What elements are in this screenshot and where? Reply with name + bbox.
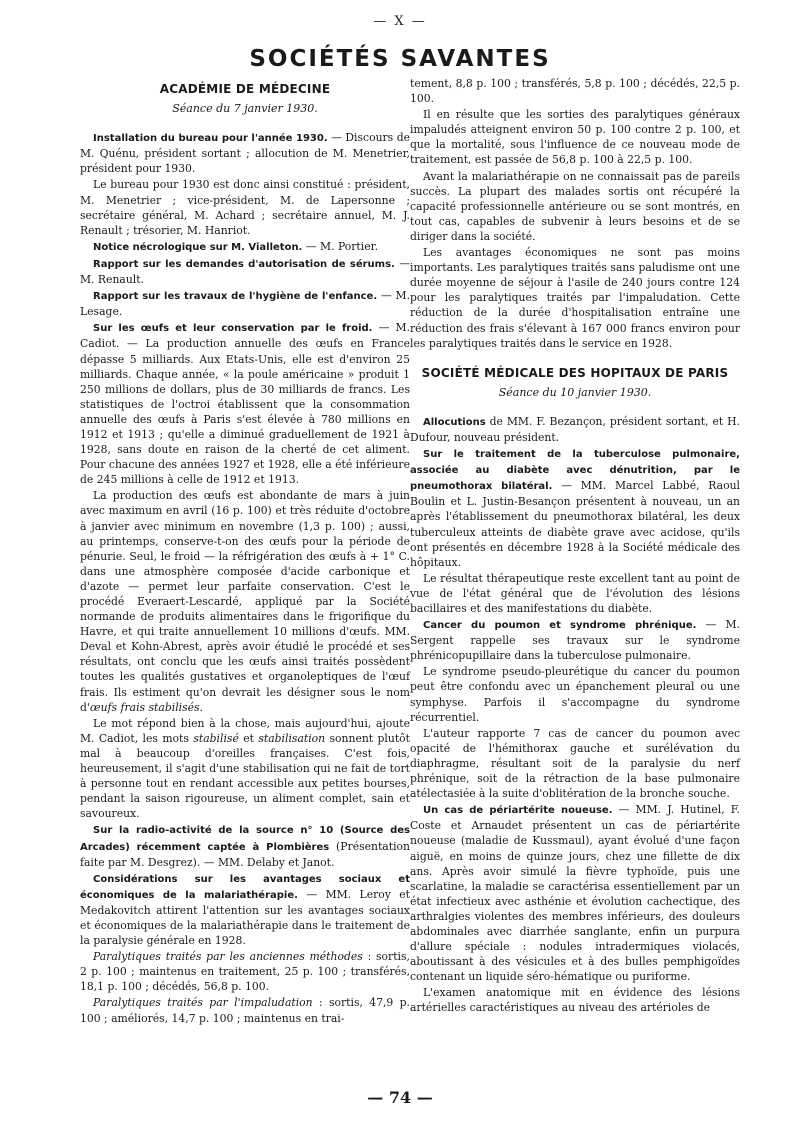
paragraph: Sur le traitement de la tuberculose pulmonaire, associée au diabète avec dénutrition, par le pneumothorax bilatéral. — MM. Marcel Labbé, Raoul Boulin et L. Justin-Besançon présentent à nouveau, un an après l'établissement du pneumothorax bilatéral, les deux tuberculeux atteints de diabète grave avec acidose, qu'ils ont présentés en décembre 1928 à la Société médicale des hôpitaux.	[410, 449, 740, 569]
paragraph: Sur la radio-activité de la source n° 10 (Source des Arcades) récemment captée à Plombières (Présentation faite par M. Desgrez). — MM. Delaby et Janot.	[80, 825, 410, 869]
page-number: — 74 —	[367, 1088, 433, 1107]
paragraph: L'examen anatomique mit en évidence des lésions artérielles caractéristiques au niveau des artérioles de	[410, 986, 740, 1015]
paragraph: tement, 8,8 p. 100 ; transférés, 5,8 p. 100 ; décédés, 22,5 p. 100.	[410, 77, 740, 106]
paragraph: Allocutions de MM. F. Bezançon, président sortant, et H. Dufour, nouveau président.	[410, 414, 740, 444]
paragraph: Paralytiques traités par les anciennes méthodes : sortis, 2 p. 100 ; maintenus en traitement, 25 p. 100 ; transférés, 18,1 p. 100 ; décédés, 56,8 p. 100.	[80, 950, 410, 994]
right-column	[410, 76, 740, 1017]
paragraph: Installation du bureau pour l'année 1930. — Discours de M. Quénu, président sortant ; allocution de M. Menetrier, président pour 1930.	[80, 131, 410, 176]
seance-date: Séance du 7 janvier 1930.	[172, 102, 318, 116]
paragraph: Un cas de périartérite noueuse. — MM. J. Hutinel, F. Coste et Arnaudet présentent un cas de périartérite noueuse (maladie de Kussmaul), ayant évolué d'une façon aiguë, en moins de quinze jours, chez une fillette de dix ans. Après avoir simulé la fièvre typhoïde, puis une scarlatine, la maladie se caractérisa essentiellement par un état infectieux avec asthénie et évolution cachectique, des arthralgies violentes des membres inférieurs, des douleurs abdominales avec diarrhée sanglante, enfin un purpura d'allure spéciale : nodules intradermiques violacés, aboutissant à des vésicules et à des bulles pemphigoïdes contenant un liquide séro-hématique ou puriforme.	[410, 803, 740, 984]
paragraph: Sur les œufs et leur conservation par le froid. — M. Cadiot. — La production annuelle des œufs en France dépasse 5 milliards. Aux Etats-Unis, elle est d'environ 25 milliards. Chaque année, « la poule américaine » produit 1 250 millions de dollars, plus de 30 milliards de francs. Les statistiques de l'octroi établissent que la consommation annuelle des œufs à Paris s'est élevée à 780 millions en 1912 et 1913 ; qu'elle a diminué graduellement de 1921 à 1928, sans doute en raison de la cherté de cet aliment. Pour chacune des années 1927 et 1928, elle a été inférieure de 245 millions à celle de 1912 et 1913.	[80, 321, 410, 487]
paragraph: Les avantages économiques ne sont pas moins importants. Les paralytiques traités sans paludisme ont une durée moyenne de séjour à l'asile de 240 jours contre 124 pour les paralytiques traités par l'impaludation. Cette réduction de la durée d'hospitalisation entraîne une réduction des frais s'élevant à 167 000 francs environ pour les paralytiques traités dans le service en 1928.	[410, 246, 740, 350]
paragraph: Il en résulte que les sorties des paralytiques généraux impaludés atteignent environ 50 p. 100 contre 2 p. 100, et que la mortalité, sous l'influence de ce nouveau mode de traitement, est passée de 56,8 p. 100 à 22,5 p. 100.	[410, 108, 740, 167]
paragraph: Cancer du poumon et syndrome phrénique. — M. Sergent rappelle ses travaux sur le syndrome phrénicopupillaire dans la tuberculose pulmonaire.	[410, 618, 740, 663]
roman-page-number: — X —	[373, 14, 427, 29]
paragraph: Le syndrome pseudo-pleurétique du cancer du poumon peut être confondu avec un épanchement pleural ou une symphyse. Parfois il s'accompagne du syndrome récurrentiel.	[410, 665, 740, 724]
paragraph: La production des œufs est abondante de mars à juin avec maximum en avril (16 p. 100) et très réduite d'octobre à janvier avec minimum en novembre (1,3 p. 100) ; aussi, au printemps, conserve-t-on des œufs pour la période de pénurie. Seul, le froid — la réfrigération des œufs à + 1° C. dans une atmosphère composée d'acide carbonique et d'azote — permet leur parfaite conservation. C'est le procédé Everaert-Lescardé, appliqué par la Société normande de produits alimentaires dans le frigorifique du Havre, et qui traite annuellement 10 millions d'œufs. MM. Deval et Kohn-Abrest, après avoir étudié le procédé et ses résultats, ont conclu que les œufs ainsi traités possèdent toutes les qualités gustatives et organoleptiques de l'œuf frais. Ils estiment qu'on devrait les désigner sous le nom d'œufs frais stabilisés.	[80, 489, 410, 714]
section-title-academie: ACADÉMIE DE MÉDECINE	[159, 82, 331, 96]
paragraph: Rapport sur les travaux de l'hygiène de l'enfance. — M. Lesage.	[80, 289, 410, 319]
paragraph: Le bureau pour 1930 est donc ainsi constitué : président, M. Menetrier ; vice-président, M. de Lapersonne ; secrétaire général, M. Achard ; secrétaire annuel, M. J. Renault ; trésorier, M. Hanriot.	[80, 178, 410, 237]
section-title-societe-medicale: SOCIÉTÉ MÉDICALE DES HOPITAUX DE PARIS	[421, 365, 729, 380]
left-column	[80, 82, 410, 1027]
paragraph: Le résultat thérapeutique reste excellent tant au point de vue de l'état général que de l'évolution des lésions bacillaires et des manifestations du diabète.	[410, 571, 740, 615]
paragraph: Notice nécrologique sur M. Vialleton. — M. Portier.	[93, 239, 379, 253]
paragraph: Rapport sur les demandes d'autorisation de sérums. — M. Renault.	[80, 256, 410, 287]
paragraph: Le mot répond bien à la chose, mais aujourd'hui, ajoute M. Cadiot, les mots stabilisé et stabilisation sonnent plutôt mal à beaucoup d'oreilles françaises. C'est fois, heureusement, il s'agit d'une stabilisation qui ne fait de tort à personne tout en rendant accessible aux petites bourses, pendant la saison rigoureuse, un aliment complet, sain et savoureux.	[80, 716, 410, 821]
paragraph: Considérations sur les avantages sociaux et économiques de la malariathérapie. — MM. Leroy et Medakovitch attirent l'attention sur les avantages sociaux et économiques de la malariathérapie dans le traitement de la paralysie générale en 1928.	[80, 873, 411, 948]
seance-date: Séance du 10 janvier 1930.	[498, 385, 652, 399]
paragraph: Avant la malariathérapie on ne connaissait pas de pareils succès. La plupart des malades sortis ont récupéré la capacité professionnelle antérieure ou se sont montrés, en tout cas, capables de subvenir à leurs besoins et de se diriger dans la société.	[410, 169, 740, 243]
paragraph: L'auteur rapporte 7 cas de cancer du poumon avec opacité de l'hémithorax gauche et surélévation du diaphragme, résultant soit de la paralysie du nerf phrénique, soit de la rétraction de la base pulmonaire atélectasiée à la suite d'oblitération de la bronche souche.	[410, 726, 740, 801]
page-title: SOCIÉTÉS SAVANTES	[249, 46, 551, 72]
paragraph: Paralytiques traités par l'impaludation : sortis, 47,9 p. 100 ; améliorés, 14,7 p. 100 ; maintenus en trai-	[80, 996, 410, 1025]
